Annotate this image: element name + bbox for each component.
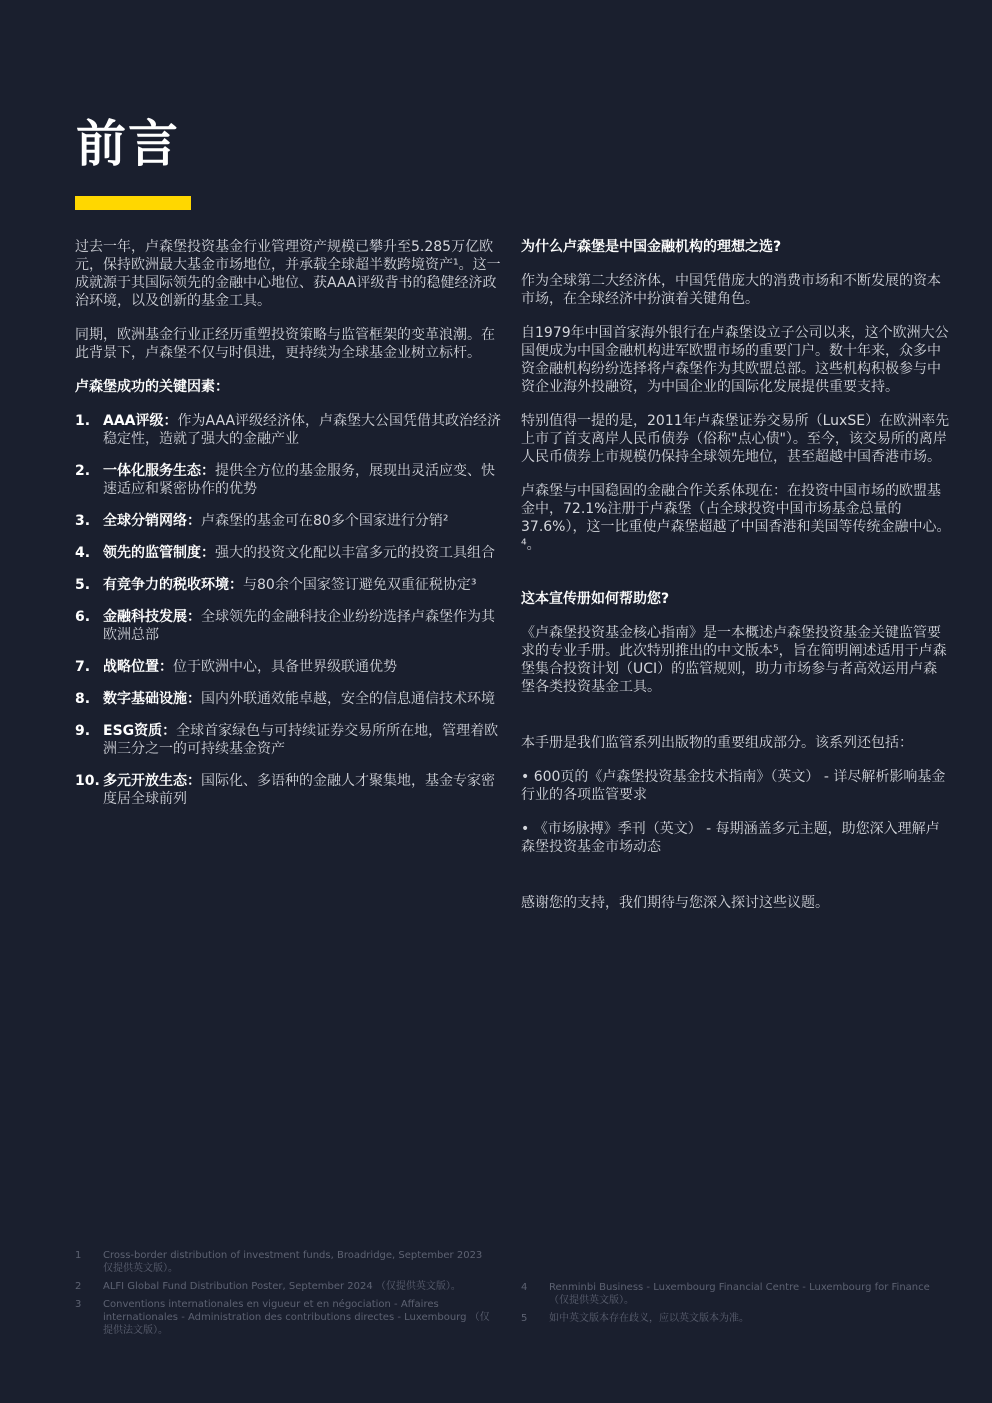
factor-item	[75, 608, 503, 644]
why-luxembourg-heading: 为什么卢森堡是中国金融机构的理想之选?	[521, 239, 782, 255]
factor-text: 国际化、多语种的金融人才聚集地，基金专家密度居全球前列	[103, 773, 495, 807]
factor-item	[75, 462, 503, 498]
footnote	[75, 1249, 495, 1275]
factor-item	[75, 512, 503, 530]
factor-number: 4.	[75, 545, 91, 561]
left-column	[75, 238, 503, 822]
factor-name: AAA评级：	[103, 413, 178, 429]
how-help-heading: 这本宣传册如何帮助您?	[521, 591, 670, 607]
factor-name: 战略位置：	[103, 659, 173, 675]
factor-name: 多元开放生态：	[103, 773, 201, 789]
factor-text: 卢森堡的基金可在80多个国家进行分销²	[201, 513, 449, 529]
body-paragraph: 特别值得一提的是，2011年卢森堡证券交易所（LuxSE）在欧洲率先上市了首支离岸人民币债券（俗称"点心债"）。至今，该交易所的离岸人民币债券上市规模仍保持全球领先地位，甚至超越中国香港市场。	[521, 413, 950, 465]
body-paragraph: 自1979年中国首家海外银行在卢森堡设立子公司以来，这个欧洲大公国便成为中国金融机构进军欧盟市场的重要门户。数十年来，众多中资金融机构纷纷选择将卢森堡作为其欧盟总部。这些机构积极参与中资企业海外投融资，为中国企业的国际化发展提供重要支持。	[521, 325, 949, 395]
factor-number: 8.	[75, 691, 91, 707]
factor-text: 强大的投资文化配以丰富多元的投资工具组合	[215, 545, 495, 561]
factor-number: 7.	[75, 659, 91, 675]
factor-number: 5.	[75, 577, 91, 593]
intro-paragraph: 过去一年，卢森堡投资基金行业管理资产规模已攀升至5.285万亿欧元，保持欧洲最大基金市场地位，并承载全球超半数跨境资产¹。这一成就源于其国际领先的金融中心地位、获AAA评级背书的稳健经济政治环境，以及创新的基金工具。	[75, 239, 501, 309]
factor-item	[75, 576, 503, 594]
factor-name: 全球分销网络：	[103, 513, 201, 529]
footnote-text: ALFI Global Fund Distribution Poster, September 2024 （仅提供英文版）。	[103, 1281, 461, 1292]
footnote	[521, 1281, 951, 1307]
factor-text: 位于欧洲中心，具备世界级联通优势	[173, 659, 397, 675]
footnote-number: 5	[521, 1313, 528, 1324]
footnote-number: 1	[75, 1250, 82, 1261]
factor-number: 6.	[75, 609, 91, 625]
factor-text: 作为AAA评级经济体，卢森堡大公国凭借其政治经济稳定性，造就了强大的金融产业	[103, 413, 502, 447]
footnote	[521, 1312, 951, 1325]
footnote-text: Conventions internationales en vigueur et en négociation - Affaires internationales - Administration des contributions directes - Luxembourg （仅提供法文版）。	[103, 1299, 490, 1336]
factor-number: 9.	[75, 723, 91, 739]
footnotes-left	[75, 1249, 495, 1342]
factor-text: 提供全方位的基金服务，展现出灵活应变、快速适应和紧密协作的优势	[103, 463, 495, 497]
footnote	[75, 1280, 495, 1293]
page-title: 前言	[76, 115, 180, 173]
key-factors-list	[75, 412, 503, 808]
footnote-text: Renminbi Business - Luxembourg Financial Centre - Luxembourg for Finance （仅提供英文版）。	[549, 1282, 930, 1306]
footnote-number: 3	[75, 1299, 82, 1310]
factor-number: 10.	[75, 773, 100, 789]
footnote-number: 2	[75, 1281, 82, 1292]
factor-item	[75, 544, 503, 562]
factor-text: 与80余个国家签订避免双重征税协定³	[243, 577, 477, 593]
factor-number: 3.	[75, 513, 91, 529]
footnote-text: 如中英文版本存在歧义，应以英文版本为准。	[549, 1313, 749, 1324]
factor-name: 金融科技发展：	[103, 609, 201, 625]
factor-name: 一体化服务生态：	[103, 463, 215, 479]
factor-name: ESG资质：	[103, 723, 177, 739]
right-column	[521, 238, 951, 928]
footnote	[75, 1298, 495, 1337]
footnote-text: Cross-border distribution of investment funds, Broadridge, September 2023 仅提供英文版）。	[103, 1250, 483, 1274]
factor-text: 全球首家绿色与可持续证券交易所所在地，管理着欧洲三分之一的可持续基金资产	[103, 723, 499, 757]
factor-item	[75, 722, 503, 758]
series-intro: 本手册是我们监管系列出版物的重要组成部分。该系列还包括：	[521, 735, 913, 751]
factor-number: 1.	[75, 413, 91, 429]
body-paragraph: 卢森堡与中国稳固的金融合作关系体现在：在投资中国市场的欧盟基金中，72.1%注册于卢森堡（占全球投资中国市场基金总量的37.6%），这一比重使卢森堡超越了中国香港和美国等传统金融中心。⁴。	[521, 483, 951, 553]
bullet-item: • 600页的《卢森堡投资基金技术指南》（英文） - 详尽解析影响基金行业的各项监管要求	[521, 769, 946, 803]
factor-item	[75, 412, 503, 448]
factor-name: 数字基础设施：	[103, 691, 201, 707]
title-accent-bar	[75, 196, 191, 210]
factor-item	[75, 772, 503, 808]
bullet-item: • 《市场脉搏》季刊（英文） - 每期涵盖多元主题，助您深入理解卢森堡投资基金市场动态	[521, 821, 940, 855]
factor-name: 有竞争力的税收环境：	[103, 577, 243, 593]
footnotes-right	[521, 1281, 951, 1330]
factor-number: 2.	[75, 463, 91, 479]
factor-item	[75, 658, 503, 676]
intro-paragraph: 同期，欧洲基金行业正经历重塑投资策略与监管框架的变革浪潮。在此背景下，卢森堡不仅与时俱进，更持续为全球基金业树立标杆。	[75, 327, 495, 361]
factor-text: 全球领先的金融科技企业纷纷选择卢森堡作为其欧洲总部	[103, 609, 495, 643]
footnote-number: 4	[521, 1282, 528, 1293]
factor-name: 领先的监管制度：	[103, 545, 215, 561]
factor-text: 国内外联通效能卓越，安全的信息通信技术环境	[201, 691, 495, 707]
factors-heading: 卢森堡成功的关键因素：	[75, 379, 229, 395]
factor-item	[75, 690, 503, 708]
thanks-text: 感谢您的支持，我们期待与您深入探讨这些议题。	[521, 895, 829, 911]
body-paragraph: 作为全球第二大经济体，中国凭借庞大的消费市场和不断发展的资本市场，在全球经济中扮演着关键角色。	[521, 273, 941, 307]
body-paragraph: 《卢森堡投资基金核心指南》是一本概述卢森堡投资基金关键监管要求的专业手册。此次特别推出的中文版本⁵，旨在简明阐述适用于卢森堡集合投资计划（UCI）的监管规则，助力市场参与者高效运用卢森堡各类投资基金工具。	[521, 625, 947, 695]
